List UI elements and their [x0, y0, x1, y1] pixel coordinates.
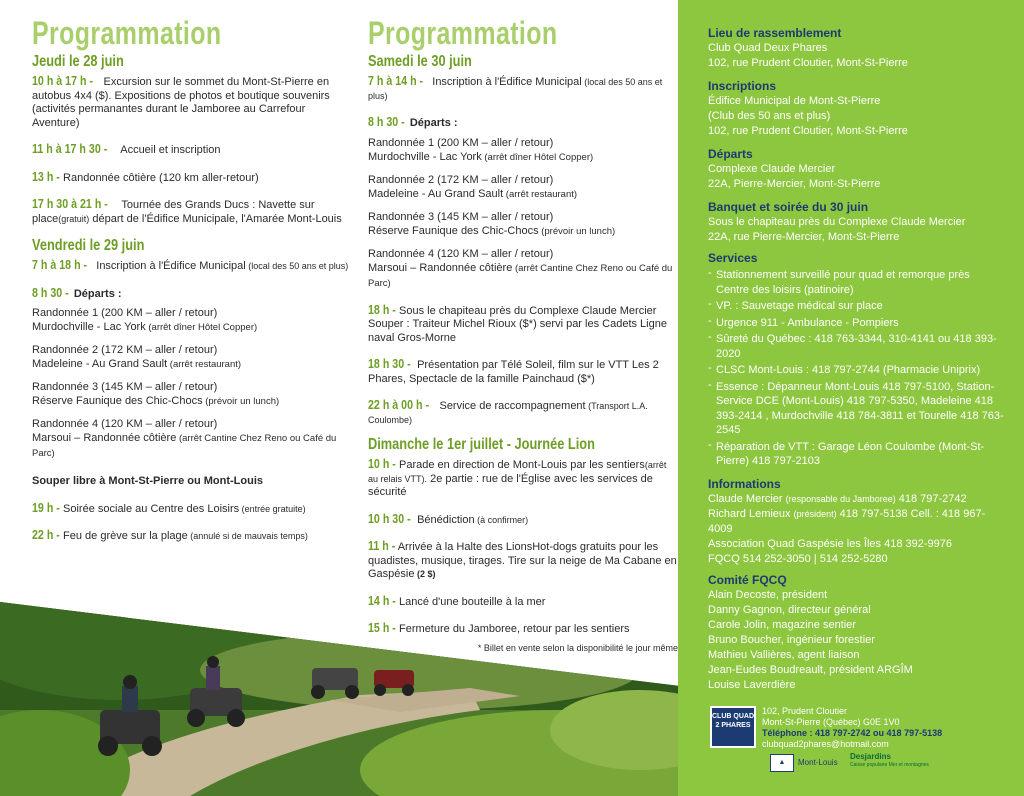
comite-member: Jean-Eudes Boudreault, président ARGÎM	[708, 663, 913, 676]
event-text: Bénédiction	[414, 513, 475, 526]
randonnee-route-name: Madeleine - Au Grand Sault	[32, 358, 168, 370]
randonnee-item	[368, 173, 678, 202]
event-text: Présentation par Télé Soleil, film sur le VTT Les 2 Phares, Spectacle de la famille Painchaud ($*)	[368, 359, 659, 385]
randonnee-item	[32, 343, 352, 372]
comite-heading: Comité FQCQ	[708, 572, 787, 587]
service-item: - VP. : Sauvetage médical sur place	[708, 299, 1004, 314]
randonnee-stop: (arrêt dîner Hôtel Copper)	[481, 151, 594, 163]
schedule-event: 7 h à 18 h - Inscription à l'Édifice Municipal (local des 50 ans et plus)	[32, 257, 349, 272]
schedule-event	[368, 398, 678, 427]
event-text: Randonnée côtière (120 km aller-retour)	[59, 171, 259, 184]
event-time: 22 h -	[32, 527, 60, 542]
contact-phone: 418 797-2742	[895, 492, 967, 505]
randonnee-item	[368, 247, 678, 291]
event-time: 14 h -	[368, 592, 396, 608]
ticket-note: * Billet en vente selon la disponibilité le jour même	[477, 642, 678, 653]
randonnee-title: Randonnée 3 (145 KM – aller / retour)	[32, 381, 218, 393]
club-address: 102, Prudent Cloutier Mont-St-Pierre (Québec) G0E 1V0 Téléphone : 418 797-2742 ou 418 797-5138 clubquad2phares@hotmail.com	[762, 706, 943, 749]
contact-line	[708, 552, 1004, 567]
event-note: (annulé si de mauvais temps)	[187, 531, 308, 541]
info-line: 102, rue Prudent Cloutier, Mont-St-Pierre	[708, 57, 908, 69]
info-line: 22A, rue Pierre-Mercier, Mont-St-Pierre	[708, 231, 900, 243]
event-text: Fermeture du Jamboree, retour par les sentiers	[395, 623, 630, 635]
informations-heading: Informations	[708, 476, 781, 491]
service-item: - Sûreté du Québec : 418 763-3344, 310-4141 ou 418 393-2020	[708, 332, 1004, 361]
randonnee-stop: (prévoir un lunch)	[202, 396, 280, 407]
randonnee-route-name: Murdochville - Lac York	[368, 150, 482, 163]
event-time: 10 h à 17 h -	[32, 73, 94, 88]
event-time: 19 h -	[32, 499, 60, 515]
event-text: Excursion sur le sommet du Mont-St-Pierre en autobus 4x4 ($). Expositions de photos et boutique souvenirs (activités permanantes durant le Jamboree au Carrefour Aventure)	[32, 76, 330, 129]
schedule-event: 7 h à 14 h - Inscription à l'Édifice Municipal (local des 50 ans et plus)	[368, 73, 663, 101]
randonnee-item	[32, 306, 352, 335]
randonnee-item	[368, 210, 678, 239]
info-heading: Inscriptions	[708, 79, 777, 93]
day-heading: Jeudi le 28 juin	[32, 53, 124, 70]
randonnee-route-name: Réserve Faunique des Chic-Chocs	[368, 224, 539, 237]
randonnee-route	[32, 431, 352, 461]
event-note: (gratuit)	[58, 213, 90, 224]
event-time: 10 h -	[368, 456, 396, 471]
randonnee-route-name: Murdochville - Lac York	[32, 321, 146, 333]
schedule-event	[368, 457, 678, 500]
randonnee-route	[368, 261, 678, 291]
event-text: départ de l'Édifice Municipale, l'Amarée Mont-Louis	[89, 212, 342, 225]
event-text: Soirée sociale au Centre des Loisirs	[59, 502, 240, 515]
services-heading: Services	[708, 251, 758, 265]
event-time: 11 h à 17 h 30 -	[32, 141, 108, 156]
comite-member: Louise Laverdière	[708, 678, 796, 691]
randonnee-route	[32, 357, 352, 372]
randonnee-route-name: Marsoui – Randonnée côtière	[368, 261, 513, 274]
info-line: Complexe Claude Mercier	[708, 163, 836, 175]
schedule-event	[368, 539, 678, 582]
event-time: 18 h 30 -	[368, 356, 411, 371]
programmation-title: Programmation	[368, 15, 558, 51]
randonnee-route	[368, 224, 678, 239]
info-heading: Lieu de rassemblement	[708, 26, 842, 40]
event-text: Service de raccompagnement	[436, 400, 586, 412]
info-heading: Départs	[708, 147, 753, 161]
service-item: - Urgence 911 - Ambulance - Pompiers	[708, 316, 1004, 331]
event-text: 2e partie : rue de l'Église avec les services de sécurité	[368, 472, 653, 498]
info-heading: Banquet et soirée du 30 juin	[708, 200, 869, 214]
event-time: 13 h -	[32, 168, 60, 184]
info-line: 22A, Pierre-Mercier, Mont-St-Pierre	[708, 178, 881, 190]
schedule-event	[368, 303, 678, 346]
randonnee-item	[32, 417, 352, 461]
randonnee-title: Randonnée 2 (172 KM – aller / retour)	[32, 344, 218, 356]
event-note: (arrêt au relais VTT).	[368, 460, 667, 484]
info-line: Édifice Municipal de Mont-St-Pierre	[708, 95, 881, 107]
comite-member: Carole Jolin, magazine sentier	[708, 618, 856, 631]
service-item: - Stationnement surveillé pour quad et remorque près Centre des loisirs (patinoire)	[708, 268, 1004, 297]
event-price: (2 $)	[414, 569, 436, 579]
randonnee-item	[368, 136, 678, 165]
event-note: (Transport L.A. Coulombe)	[368, 401, 648, 425]
randonnee-item	[32, 380, 352, 409]
service-item: - CLSC Mont-Louis : 418 797-2744 (Pharmacie Uniprix)	[708, 363, 1004, 378]
event-text: Feu de grève sur la plage	[59, 530, 188, 542]
event-time: 17 h 30 à 21 h -	[32, 196, 108, 211]
event-text: Tournée des Grands Ducs : Navette sur place	[32, 199, 315, 225]
randonnee-route-name: Réserve Faunique des Chic-Chocs	[32, 395, 203, 407]
comite-member: Mathieu Vallières, agent liaison	[708, 648, 860, 661]
randonnee-route	[32, 320, 352, 335]
randonnee-stop: (prévoir un lunch)	[538, 225, 616, 237]
event-text: Parade en direction de Mont-Louis par les sentiers	[395, 459, 645, 471]
club-quad-logo: CLUB QUAD 2 PHARES	[710, 706, 756, 748]
service-item: - Réparation de VTT : Garage Léon Coulombe (Mont-St-Pierre) 418 797-2103	[708, 440, 1004, 469]
contact-line	[708, 492, 1004, 507]
comite-member: Alain Decoste, président	[708, 588, 828, 601]
randonnee-title: Randonnée 1 (200 KM – aller / retour)	[368, 136, 554, 149]
event-note: (entrée gratuite)	[239, 503, 306, 514]
comite-member: Danny Gagnon, directeur général	[708, 603, 871, 616]
randonnee-stop: (arrêt Cantine Chez Reno ou Café du Parc)	[32, 433, 337, 459]
schedule-middle	[368, 16, 678, 653]
schedule-event	[32, 528, 352, 544]
departs-heading: 8 h 30 - Départs :	[32, 284, 122, 300]
day-heading: Samedi le 30 juin	[368, 53, 472, 70]
randonnee-title: Randonnée 2 (172 KM – aller / retour)	[368, 173, 554, 186]
event-time: 11 h -	[368, 538, 396, 553]
event-time: 18 h -	[368, 301, 396, 317]
mont-louis-logo: ▲	[770, 754, 794, 772]
randonnee-stop: (arrêt Cantine Chez Reno ou Café du Parc)	[368, 262, 673, 289]
atv-trail-photo	[0, 600, 680, 796]
contact-name: FQCQ 514 252-3050 | 514 252-5280	[708, 552, 888, 565]
schedule-event	[368, 512, 678, 528]
info-line: (Club des 50 ans et plus)	[708, 110, 831, 122]
comite-member: Bruno Boucher, ingénieur forestier	[708, 633, 875, 646]
contact-role: (président)	[793, 508, 837, 519]
schedule-event	[32, 501, 352, 517]
event-time: 15 h -	[368, 620, 396, 635]
service-item: - Essence : Dépanneur Mont-Louis 418 797-5100, Station-Service DCE (Mont-Louis) 418 797-5350, Madeleine 418 393-2414 , Murdochville 418 784-3811 et Tourelle 418 763-2545	[708, 380, 1004, 438]
contact-name: Claude Mercier	[708, 492, 786, 505]
info-panel: Lieu de rassemblement Club Quad Deux Phares 102, rue Prudent Cloutier, Mont-St-Pierre Inscriptions Édifice Municipal de Mont-St-Pierre (Club des 50 ans et plus) 102, rue Prudent Cloutier, Mont-St-Pierre Départs Complexe Claude Mercier 22A, Pierre-Mercier, Mont-St-Pierre Banquet et soirée du 30 juin Sous le chapiteau près du Complexe Claude Mercier 22A, rue Pierre-Mercier, Mont-St-Pierre Services - Stationnement surveillé pour quad et remorque près Centre des loisirs (patinoire) - VP. : Sauvetage médical sur place - Urgence 911 - Ambulance - Pompiers - Sûreté du Québec : 418 763-3344, 310-4141 ou 418 393-2020 - CLSC Mont-Louis : 418 797-2744 (Pharmacie Uniprix) - Essence : Dépanneur Mont-Louis 418 797-5100, Station-Service DCE (Mont-Louis) 418 797-5350, Madeleine 418 393-2414 , Murdochville 418 784-3811 et Tourelle 418 763-2545 - Réparation de VTT : Garage Léon Coulombe (Mont-St-Pierre) 418 797-2103 Informations Claude Mercier (responsable du Jamboree) 418 797-2742 Richard Lemieux (président) 418 797-5138 Cell. : 418 967-4009 Association Quad Gaspésie les Îles 418 392-9976 FQCQ 514 252-3050 | 514 252-5280 Comité FQCQ Alain Decoste, président Danny Gagnon, directeur général Carole Jolin, magazine sentier Bruno Boucher, ingénieur forestier Mathieu Vallières, agent liaison Jean-Eudes Boudreault, président ARGÎM Louise Laverdière CLUB QUAD 2 PHARES 102, Prudent Cloutier Mont-St-Pierre (Québec) G0E 1V0 Téléphone : 418 797-2742 ou 418 797-5138 clubquad2phares@hotmail.com ▲ Mont-Louis Desjardins Caisse populaire Mer et montagnes	[678, 0, 1024, 796]
randonnee-route	[368, 150, 678, 165]
schedule-left	[32, 16, 352, 544]
event-text: Sous le chapiteau près du Complexe Claude Mercier Souper : Traiteur Michel Rioux ($*) servi par les Cadets Ligne naval Gros-Morne	[368, 304, 667, 344]
contact-name: Association Quad Gaspésie les Îles 418 392-9976	[708, 537, 952, 550]
contact-role: (responsable du Jamboree)	[785, 493, 896, 504]
event-note: (à confirmer)	[474, 514, 529, 525]
randonnee-route	[368, 187, 678, 202]
schedule-event	[32, 197, 352, 226]
info-line: 102, rue Prudent Cloutier, Mont-St-Pierre	[708, 125, 908, 137]
randonnee-route-name: Marsoui – Randonnée côtière	[32, 432, 177, 444]
contact-line	[708, 507, 1004, 537]
schedule-event	[32, 142, 352, 158]
programmation-title: Programmation	[32, 15, 222, 51]
contact-name: Richard Lemieux	[708, 507, 794, 520]
desjardins-logo: Desjardins	[850, 752, 891, 761]
randonnee-route-name: Madeleine - Au Grand Sault	[368, 187, 504, 200]
day-heading: Dimanche le 1er juillet - Journée Lion	[368, 436, 595, 453]
event-text: Accueil et inscription	[117, 144, 221, 156]
randonnee-title: Randonnée 1 (200 KM – aller / retour)	[32, 307, 218, 319]
randonnee-stop: (arrêt dîner Hôtel Copper)	[145, 322, 258, 333]
randonnee-stop: (arrêt restaurant)	[167, 359, 242, 370]
departs-heading: 8 h 30 - Départs :	[368, 114, 458, 129]
souper-note: Souper libre à Mont-St-Pierre ou Mont-Louis	[32, 475, 263, 487]
randonnee-title: Randonnée 3 (145 KM – aller / retour)	[368, 210, 554, 223]
randonnee-route	[32, 394, 352, 409]
schedule-event	[368, 357, 678, 386]
event-time: 10 h 30 -	[368, 510, 411, 526]
day-heading: Vendredi le 29 juin	[32, 237, 145, 254]
schedule-event	[32, 74, 352, 130]
event-text: Hot-dogs gratuits pour les quadistes, musique, tirages. Tire sur la neige de Ma Cabane en Gaspésie	[368, 541, 677, 580]
randonnee-stop: (arrêt restaurant)	[503, 188, 578, 200]
schedule-event	[32, 170, 352, 186]
contact-line	[708, 537, 1004, 552]
info-line: Club Quad Deux Phares	[708, 42, 828, 54]
randonnee-title: Randonnée 4 (120 KM – aller / retour)	[368, 247, 554, 260]
info-line: Sous le chapiteau près du Complexe Claude Mercier	[708, 216, 966, 228]
contact-phone: 418 797-5138 Cell. : 418 967-4009	[708, 507, 986, 535]
randonnee-title: Randonnée 4 (120 KM – aller / retour)	[32, 418, 218, 430]
event-text: Arrivée à la Halte des Lions	[395, 541, 533, 553]
event-text: Lancé d'une bouteille à la mer	[395, 595, 546, 608]
event-time: 22 h à 00 h -	[368, 397, 430, 412]
